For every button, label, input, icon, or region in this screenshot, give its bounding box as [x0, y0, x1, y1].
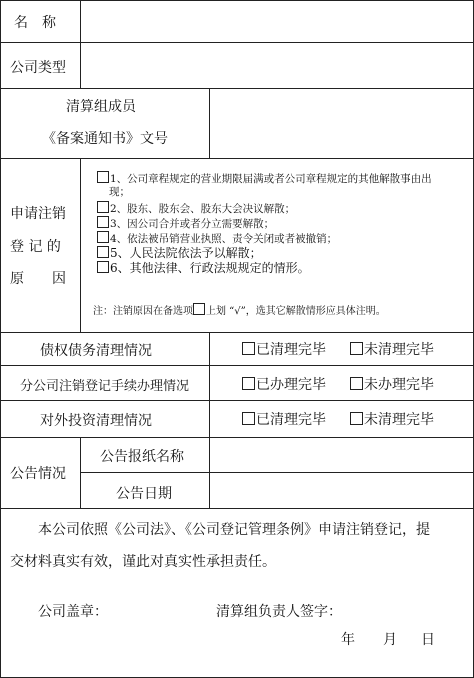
investment-cleared-option[interactable]: 已清理完毕: [242, 409, 326, 429]
checkbox[interactable]: [97, 201, 109, 213]
declaration-line-2: 交材料真实有效，谨此对真实性承担责任。: [10, 554, 276, 570]
declaration-line-1: 本公司依照《公司法》、《公司登记管理条例》申请注销登记，提: [38, 522, 430, 538]
investment-not-cleared-option[interactable]: 未清理完毕: [350, 409, 434, 429]
date-month-label: 月: [383, 632, 397, 648]
liquidation-group-label: 清算组成员: [66, 99, 136, 115]
checkbox[interactable]: [350, 342, 363, 355]
reason-label-line3: 原 因: [10, 271, 66, 287]
reason-option-4[interactable]: 4、依法被吊销营业执照、责令关闭或者被撤销；: [97, 231, 337, 246]
checkbox[interactable]: [97, 261, 109, 273]
checkbox[interactable]: [350, 412, 363, 425]
checkbox[interactable]: [242, 342, 255, 355]
checkbox[interactable]: [97, 216, 109, 228]
branch-done-option[interactable]: 已办理完毕: [242, 374, 326, 394]
reason-option-6[interactable]: 6、其他法律、行政法规规定的情形。: [97, 261, 310, 275]
date-year-label: 年: [341, 632, 355, 648]
date-day-label: 日: [421, 632, 435, 648]
checkbox[interactable]: [242, 412, 255, 425]
branch-deregistration-label: 分公司注销登记手续办理情况: [20, 379, 190, 394]
branch-not-done-option[interactable]: 未办理完毕: [350, 374, 434, 394]
announcement-date-field[interactable]: [210, 473, 473, 508]
checkbox[interactable]: [97, 246, 109, 258]
company-type-label: 公司类型: [10, 60, 66, 76]
checkbox[interactable]: [350, 377, 363, 390]
checkbox[interactable]: [97, 171, 109, 183]
liquidation-head-signature-label: 清算组负责人签字：: [216, 604, 342, 620]
name-field[interactable]: [81, 1, 473, 42]
company-seal-label: 公司盖章：: [38, 604, 108, 620]
reason-label-line1: 申请注销: [10, 206, 66, 222]
reason-option-1[interactable]: 1、公司章程规定的营业期限届满或者公司章程规定的其他解散事由出: [97, 171, 432, 186]
checkbox[interactable]: [97, 231, 109, 243]
newspaper-name-label: 公告报纸名称: [100, 449, 184, 465]
reason-label-line2: 登 记 的: [10, 239, 61, 255]
company-type-field[interactable]: [81, 43, 473, 88]
announcement-date-label: 公告日期: [116, 486, 172, 502]
checkbox-sample-icon: [193, 303, 205, 315]
liquidation-group-field[interactable]: [210, 89, 473, 158]
newspaper-name-field[interactable]: [210, 438, 473, 472]
reason-option-5[interactable]: 5、人民法院依法予以解散；: [97, 246, 262, 260]
debt-clearance-label: 债权债务清理情况: [40, 343, 152, 359]
name-label: 名 称: [14, 15, 56, 31]
reason-option-1-continued: 现；: [109, 186, 130, 198]
reason-note: 注：注销原因在备选项 上划 “√”，选其它解散情形应具体注明。: [93, 303, 386, 319]
checkbox[interactable]: [242, 377, 255, 390]
investment-clearance-label: 对外投资清理情况: [40, 413, 152, 429]
filing-notice-number-label: 《备案通知书》文号: [42, 131, 168, 147]
debt-cleared-option[interactable]: 已清理完毕: [242, 339, 326, 359]
reason-option-3[interactable]: 3、因公司合并或者分立需要解散；: [97, 216, 274, 231]
announcement-label: 公告情况: [10, 466, 66, 482]
debt-not-cleared-option[interactable]: 未清理完毕: [350, 339, 434, 359]
reason-option-2[interactable]: 2、股东、股东会、股东大会决议解散；: [97, 201, 295, 216]
